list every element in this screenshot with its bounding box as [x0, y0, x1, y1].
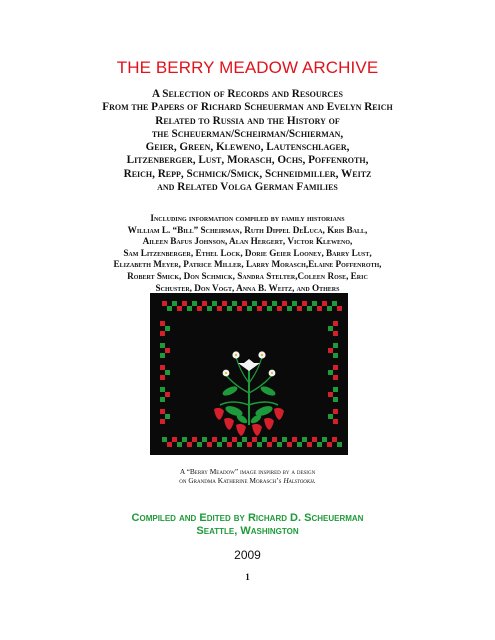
page-title: THE BERRY MEADOW ARCHIVE [116, 58, 379, 77]
compiled-by-block [0, 512, 495, 538]
subtitle-line: Reich, Repp, Schmick/Smick, Schneidmiller, Weitz [123, 167, 372, 180]
caption-text: on Grandma Katherine Morasch’s [179, 476, 284, 486]
subtitle-line: and Related Volga German Families [157, 181, 338, 194]
contributors-line: Schuster, Don Vogt, Anna B. Weitz, and Others [155, 282, 340, 293]
contributors-line: Sam Litzenberger, Ethel Lock, Dorie Geier Looney, Barry Lust, [123, 247, 372, 258]
contributors-line: Elizabeth Meyer, Patrice Miller, Larry Morasch,Elaine Poffenroth, [113, 259, 382, 270]
caption-line-1: A “Berry Meadow” image inspired by a design [179, 467, 316, 476]
contributors-block [0, 213, 495, 294]
subtitle-line: the Scheuerman/Scheirman/Schierman, [151, 127, 344, 140]
berry-meadow-image [150, 293, 348, 455]
contributors-line: Including information compiled by family historians [150, 213, 345, 223]
subtitle-block [0, 88, 495, 194]
location-line: Seattle, Washington [196, 525, 299, 537]
publication-year: 2009 [234, 548, 261, 562]
page-number: 1 [245, 572, 250, 582]
compiled-by-line: Compiled and Edited by Richard D. Scheuerman [131, 512, 364, 524]
subtitle-line: From the Papers of Richard Scheuerman and Evelyn Reich [102, 101, 393, 114]
contributors-line: William L. “Bill” Scheirman, Ruth Dippel DeLuca, Kris Ball, [127, 224, 368, 235]
subtitle-line: Related to Russia and the History of [155, 114, 340, 127]
subtitle-line: A Selection of Records and Resources [152, 88, 343, 100]
caption-italic-term: Halstookh. [283, 476, 316, 486]
contributors-line: Robert Smick, Don Schmick, Sandra Stelter,Coleen Rose, Eric [127, 270, 368, 281]
contributors-line: Aileen Bafus Johnson, Alan Hergert, Victor Kleweno, [142, 236, 353, 247]
caption-line-2 [0, 476, 495, 485]
image-caption [0, 467, 495, 485]
subtitle-line: Geier, Green, Kleweno, Lautenschlager, [145, 141, 350, 154]
subtitle-line: Litzenberger, Lust, Morasch, Ochs, Poffenroth, [126, 154, 369, 167]
